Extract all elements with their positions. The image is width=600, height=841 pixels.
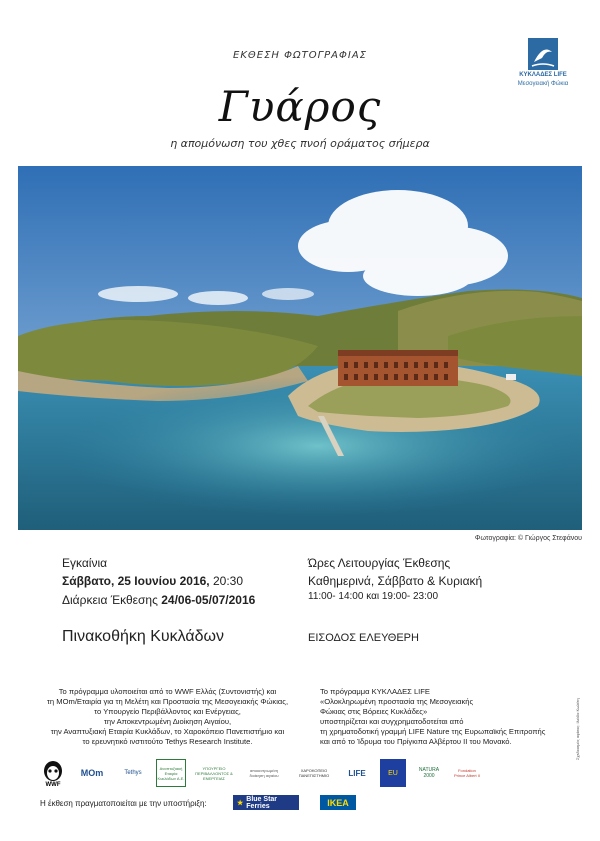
funding-paragraph xyxy=(320,687,560,747)
wwf-logo-icon xyxy=(40,759,66,787)
life-logo: LIFE xyxy=(348,768,366,778)
eu-flag-icon: EU xyxy=(380,759,406,787)
ypeka-logo: ΥΠΟΥΡΓΕΙΟ ΠΕΡΙΒΑΛΛΟΝΤΟΣ & ΕΝΕΡΓΕΙΑΣ xyxy=(195,765,233,781)
duration-label: Διάρκεια Έκθεσης xyxy=(62,593,158,607)
partners-paragraph xyxy=(20,687,315,747)
opening-time: 20:30 xyxy=(212,574,244,588)
design-credit: Σχεδιασμός αφίσας: Ιλιάδα Κωλέτη xyxy=(575,698,580,760)
partners-line: την Αναπτυξιακή Εταιρία Κυκλάδων, το Χαροκόπειο Πανεπιστήμιο και xyxy=(50,727,285,736)
free-entry: ΕΙΣΟΔΟΣ ΕΛΕΥΘΕΡΗ xyxy=(308,632,419,644)
funding-line: τη χρηματοδοτική γραμμή LIFE Nature της Ευρωπαϊκής Επιτροπής xyxy=(320,727,546,736)
opening-line xyxy=(62,574,243,588)
bluestar-star-icon: ★ xyxy=(237,799,244,807)
partners-line: Το πρόγραμμα υλοποιείται από το WWF Ελλάς (Συντονιστής) και xyxy=(58,687,277,696)
partners-line: τη ΜΟm/Εταιρία για τη Μελέτη και Προστασία της Μεσογειακής Φώκιας, xyxy=(46,697,289,706)
support-label: Η έκθεση πραγματοποιείται με την υποστήριξη: xyxy=(40,799,207,808)
opening-label: Εγκαίνια xyxy=(62,556,108,570)
harokopeio-logo: ΧΑΡΟΚΟΠΕΙΟ ΠΑΝΕΠΙΣΤΗΜΙΟ xyxy=(298,768,330,778)
funding-line: υποστηρίζεται και συγχρηματοδοτείται από xyxy=(320,717,464,726)
partner-logos xyxy=(40,756,540,790)
seal-logo-icon xyxy=(528,38,558,70)
duration-line xyxy=(62,593,255,607)
funding-line: Το πρόγραμμα ΚΥΚΛΑΔΕΣ LIFE xyxy=(320,687,430,696)
wwf-text: WWF xyxy=(45,782,61,787)
funding-line: Φώκιας στις Βόρειες Κυκλάδες» xyxy=(320,707,428,716)
tethys-logo: Tethys xyxy=(124,770,142,776)
bluestar-text: Blue Star Ferries xyxy=(246,795,278,810)
top-logo-caption: ΚΥΚΛΑΔΕΣ LIFE xyxy=(519,72,567,78)
duration-value: 24/06-05/07/2016 xyxy=(161,593,256,607)
photo-credit: Φωτογραφία: © Γιώργος Στεφάνου xyxy=(474,535,582,542)
partners-line: το Υπουργείο Περιβάλλοντος και Ενέργειας, xyxy=(94,707,241,716)
partners-line: το ερευνητικό ινστιτούτο Tethys Research Institute. xyxy=(82,737,253,746)
funding-line: και από το Ίδρυμα του Πρίγκιπα Αλβέρτου ΙΙ του Μονακό. xyxy=(320,737,512,746)
hours-times: 11:00- 14:00 και 19:00- 23:00 xyxy=(308,591,439,602)
mom-logo: ΜΟm xyxy=(80,768,104,778)
opening-date: Σάββατο, 25 Ιουνίου 2016, xyxy=(62,574,210,588)
anaptyxiaki-logo: Αναπτυξιακή Εταιρία Κυκλάδων Α.Ε. xyxy=(156,759,186,787)
poster-subtitle: η απομόνωση του χθες πνοή οράματος σήμερα xyxy=(170,137,430,150)
hours-label: Ώρες Λειτουργίας Έκθεσης xyxy=(308,556,451,570)
kyklades-life-logo xyxy=(515,38,571,98)
venue-name: Πινακοθήκη Κυκλάδων xyxy=(62,628,225,645)
bluestar-logo xyxy=(233,795,299,810)
ikea-logo: IKEA xyxy=(320,795,356,810)
funding-line: «Ολοκληρωμένη προστασία της Μεσογειακής xyxy=(320,697,474,706)
hours-days: Καθημερινά, Σάββατο & Κυριακή xyxy=(308,574,483,588)
natura-logo: NATURA 2000 xyxy=(418,767,440,779)
poster-title: Γυάρος xyxy=(218,82,382,131)
apokentromeni-logo: αποκεντρωμένη διοίκηση αιγαίου xyxy=(249,768,279,778)
monaco-foundation-logo: Fondation Prince Albert II xyxy=(453,768,480,778)
partners-line: την Αποκεντρωμένη Διοίκηση Αιγαίου, xyxy=(103,717,232,726)
island-photo xyxy=(18,166,582,530)
exhibition-kicker: ΕΚΘΕΣΗ ΦΩΤΟΓΡΑΦΙΑΣ xyxy=(233,50,367,61)
top-logo-subcaption: Μεσογειακή Φώκια xyxy=(517,81,569,87)
